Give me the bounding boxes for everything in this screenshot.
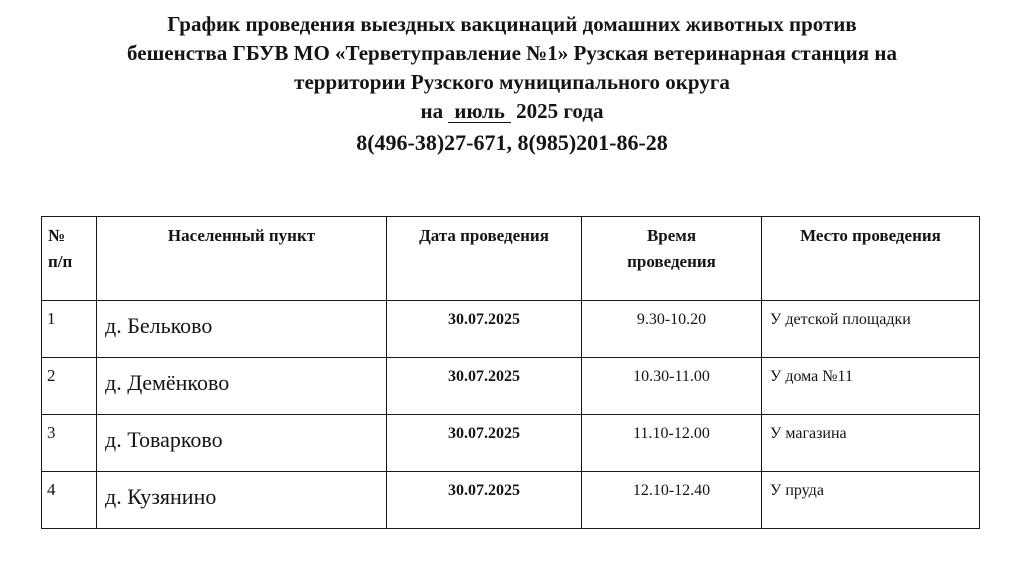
row-number: 4 — [42, 472, 97, 529]
row-date: 30.07.2025 — [387, 358, 582, 415]
period-suffix: 2025 года — [516, 99, 604, 123]
table-row — [42, 472, 980, 529]
column-header-place: Населенный пункт — [97, 217, 387, 301]
row-time: 11.10-12.00 — [582, 415, 762, 472]
table-header-row — [42, 217, 980, 301]
row-place: д. Товарково — [97, 415, 387, 472]
title-line-3: территории Рузского муниципального округа — [294, 70, 730, 94]
vaccination-schedule-table — [41, 216, 980, 529]
row-date: 30.07.2025 — [387, 472, 582, 529]
phone-numbers: 8(496-38)27-671, 8(985)201-86-28 — [356, 130, 668, 155]
column-header-location: Место проведения — [762, 217, 980, 301]
column-header-number: № п/п — [42, 217, 97, 301]
row-place: д. Бельково — [97, 301, 387, 358]
row-date: 30.07.2025 — [387, 301, 582, 358]
row-time: 9.30-10.20 — [582, 301, 762, 358]
table-row — [42, 358, 980, 415]
row-location: У детской площадки — [762, 301, 980, 358]
period-prefix: на — [420, 99, 444, 123]
table-row — [42, 301, 980, 358]
period-line — [0, 97, 1024, 126]
row-location: У магазина — [762, 415, 980, 472]
row-time: 12.10-12.40 — [582, 472, 762, 529]
row-place: д. Кузянино — [97, 472, 387, 529]
table-row — [42, 415, 980, 472]
title-line-2: бешенства ГБУВ МО «Терветуправление №1» Рузская ветеринарная станция на — [127, 41, 897, 65]
row-place: д. Дeмёнково — [97, 358, 387, 415]
row-time: 10.30-11.00 — [582, 358, 762, 415]
row-number: 3 — [42, 415, 97, 472]
document-header — [0, 10, 1024, 157]
row-number: 2 — [42, 358, 97, 415]
row-date: 30.07.2025 — [387, 415, 582, 472]
column-header-time: Время проведения — [582, 217, 762, 301]
row-location: У дома №11 — [762, 358, 980, 415]
row-location: У пруда — [762, 472, 980, 529]
column-header-date: Дата проведения — [387, 217, 582, 301]
title-line-1: График проведения выездных вакцинаций домашних животных против — [167, 12, 857, 36]
row-number: 1 — [42, 301, 97, 358]
period-month: июль — [448, 100, 511, 123]
